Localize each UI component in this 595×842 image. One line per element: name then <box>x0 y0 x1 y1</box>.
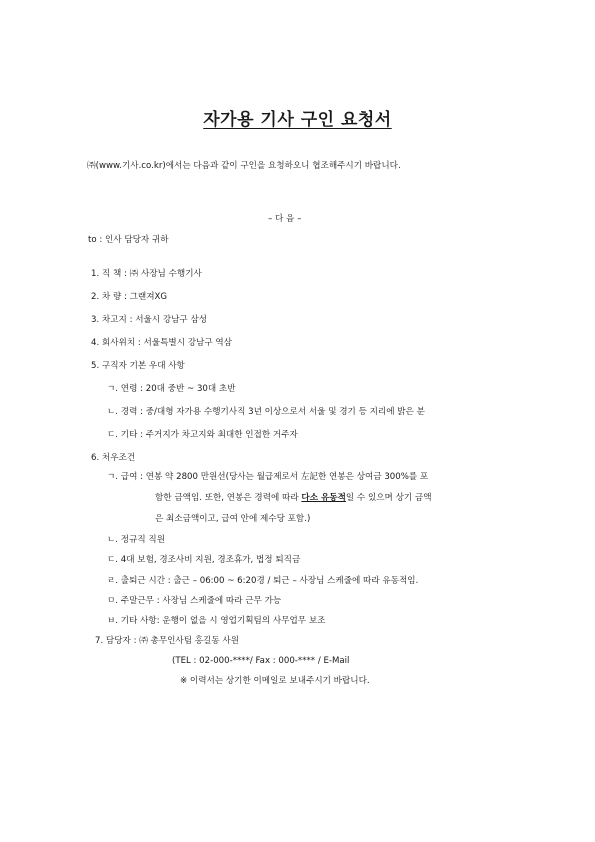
item-company-location: 4. 회사위치 : 서울특별시 강남구 역삼 <box>91 338 232 348</box>
condition-salary-line-2 <box>155 493 432 504</box>
condition-weekend: ㅁ. 주말근무 : 사장님 스케줄에 따라 근무 가능 <box>107 596 282 606</box>
condition-insurance: ㄷ. 4대 보험, 경조사비 지원, 경조휴가, 법정 퇴직금 <box>107 555 301 565</box>
conditions-heading: 6. 처우조건 <box>91 453 136 463</box>
item-garage: 3. 차고지 : 서울시 강남구 삼성 <box>91 315 208 325</box>
condition-salary-line-1: ㄱ. 급여 : 연봉 약 2800 만원선(당사는 월급제로서 左記한 연봉은 상여금 300%를 포 <box>107 472 429 482</box>
center-heading: – 다 음 – <box>268 214 302 224</box>
salary-text-b: 일 수 있으며 상기 금액 <box>345 493 432 503</box>
preference-age: ㄱ. 연령 : 20대 중반 ~ 30대 초반 <box>107 384 236 394</box>
contact-phone: (TEL : 02-000-****/ Fax : 000-**** / E-Mail <box>172 656 350 666</box>
condition-hours: ㄹ. 출퇴근 시간 : 출근 – 06:00 ~ 6:20경 / 퇴근 – 사장님 스케줄에 따라 유동적임. <box>107 576 419 586</box>
item-job-title: 1. 직 책 : ㈜ 사장님 수행기사 <box>91 269 202 279</box>
condition-regular: ㄴ. 정규직 직원 <box>107 535 166 545</box>
item-vehicle: 2. 차 량 : 그랜져XG <box>91 292 168 302</box>
preferences-heading: 5. 구직자 기본 우대 사항 <box>91 361 185 371</box>
document-title: 자가용 기사 구인 요청서 <box>203 110 392 130</box>
condition-salary-line-3: 은 최소금액이고, 급여 안에 제수당 포함.) <box>155 514 311 524</box>
contact-person: 7. 담당자 : ㈜ 총무인사팀 홍길동 사원 <box>95 636 239 646</box>
condition-other: ㅂ. 기타 사항: 운행이 없을 시 영업기획팀의 사무업무 보조 <box>107 616 326 626</box>
intro-text: ㈜(www.기사.co.kr)에서는 다음과 같이 구인을 요청하오니 협조해주시기 바랍니다. <box>87 161 401 171</box>
preference-etc: ㄷ. 기타 : 주거지가 차고지와 최대한 인접한 거주자 <box>107 430 298 440</box>
preference-experience: ㄴ. 경력 : 중/대형 자가용 수행기사직 3년 이상으로서 서울 및 경기 등 지리에 밝은 분 <box>107 407 425 417</box>
contact-note: ※ 이력서는 상기한 이메일로 보내주시기 바랍니다. <box>180 676 370 686</box>
salary-emphasis: 다소 유동적 <box>301 493 346 503</box>
salary-text-a: 함한 금액임. 또한, 연봉은 경력에 따라 <box>155 493 302 503</box>
recipient-line: to : 인사 담당자 귀하 <box>88 235 169 245</box>
